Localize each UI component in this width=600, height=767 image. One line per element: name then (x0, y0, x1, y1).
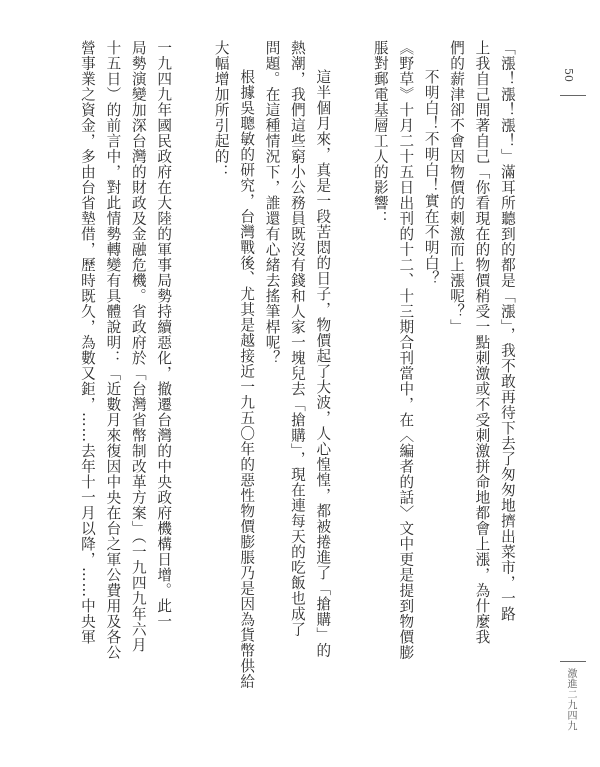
quote-paragraph-2 (259, 40, 367, 690)
paragraph-2 (367, 40, 418, 690)
quote-paragraph-3 (75, 40, 209, 690)
text-line: 大幅增加所引起的： (212, 40, 230, 180)
body-text (78, 40, 552, 690)
text-line: 上我自己問著自己「你看現在的物價稍受一點刺激或不受刺激拼命地都會上漲，為什麼我 (473, 40, 491, 645)
page-number-rule (560, 95, 586, 96)
text-line: 根據吳聰敏的研究，台灣戰後、尤其是越接近一九五〇年的惡性物價膨脹乃是因為貨幣供給 (238, 69, 256, 690)
running-head-rule (560, 661, 586, 662)
text-line: 脹對郵電基層工人的影響： (371, 40, 389, 226)
text-line: 熱潮，我們這些窮小公務員既沒有錢和人家一塊兒去「搶購」，現在連每天的吃飯也成了 (288, 40, 306, 638)
paragraph-4 (208, 40, 259, 690)
text-line: 局勢演變加深台灣的財政及金融危機。省政府於「台灣省幣制改革方案」（一九四九年六月 (129, 40, 147, 653)
running-head: 激進二九四九 (565, 668, 576, 731)
text-line: 們的薪津卻不會因物價的刺激而上漲呢？」 (448, 40, 466, 335)
text-line: 「漲！漲！漲！」滿耳所聽到的都是「漲」，我不敢再待下去了匆匆地擠出菜市，一路 (498, 40, 516, 622)
text-line: 《野草》十月二十五日出刊的十二、十三期合刊當中，在〈編者的話〉文中更是提到物價膨 (397, 40, 415, 660)
text-line: 十五日）的前言中，對此情勢轉變有具體說明：「近數月來復因中央在台之軍公費用及各公 (104, 40, 122, 660)
text-line: 問題。在這種情況下，誰還有心緒去搖筆桿呢？ (263, 40, 281, 366)
quote-paragraph-1 (418, 40, 552, 690)
text-line: 不明白！不明白！實在不明白？ (422, 69, 440, 287)
text-line: 營事業之資金，多由台省墊借，歷時既久，為數又鉅，……去年十一月以降，……中央軍 (78, 40, 96, 645)
page-number: 50 (562, 68, 575, 82)
text-line: 這半個月來，真是一段苦悶的日子，物價起了大波，人心惶惶，都被捲進了「搶購」的 (314, 69, 332, 659)
text-line: 一九四九年國民政府在大陸的軍事局勢持續惡化，撤遷台灣的中央政府機構日增。此一 (155, 40, 173, 629)
